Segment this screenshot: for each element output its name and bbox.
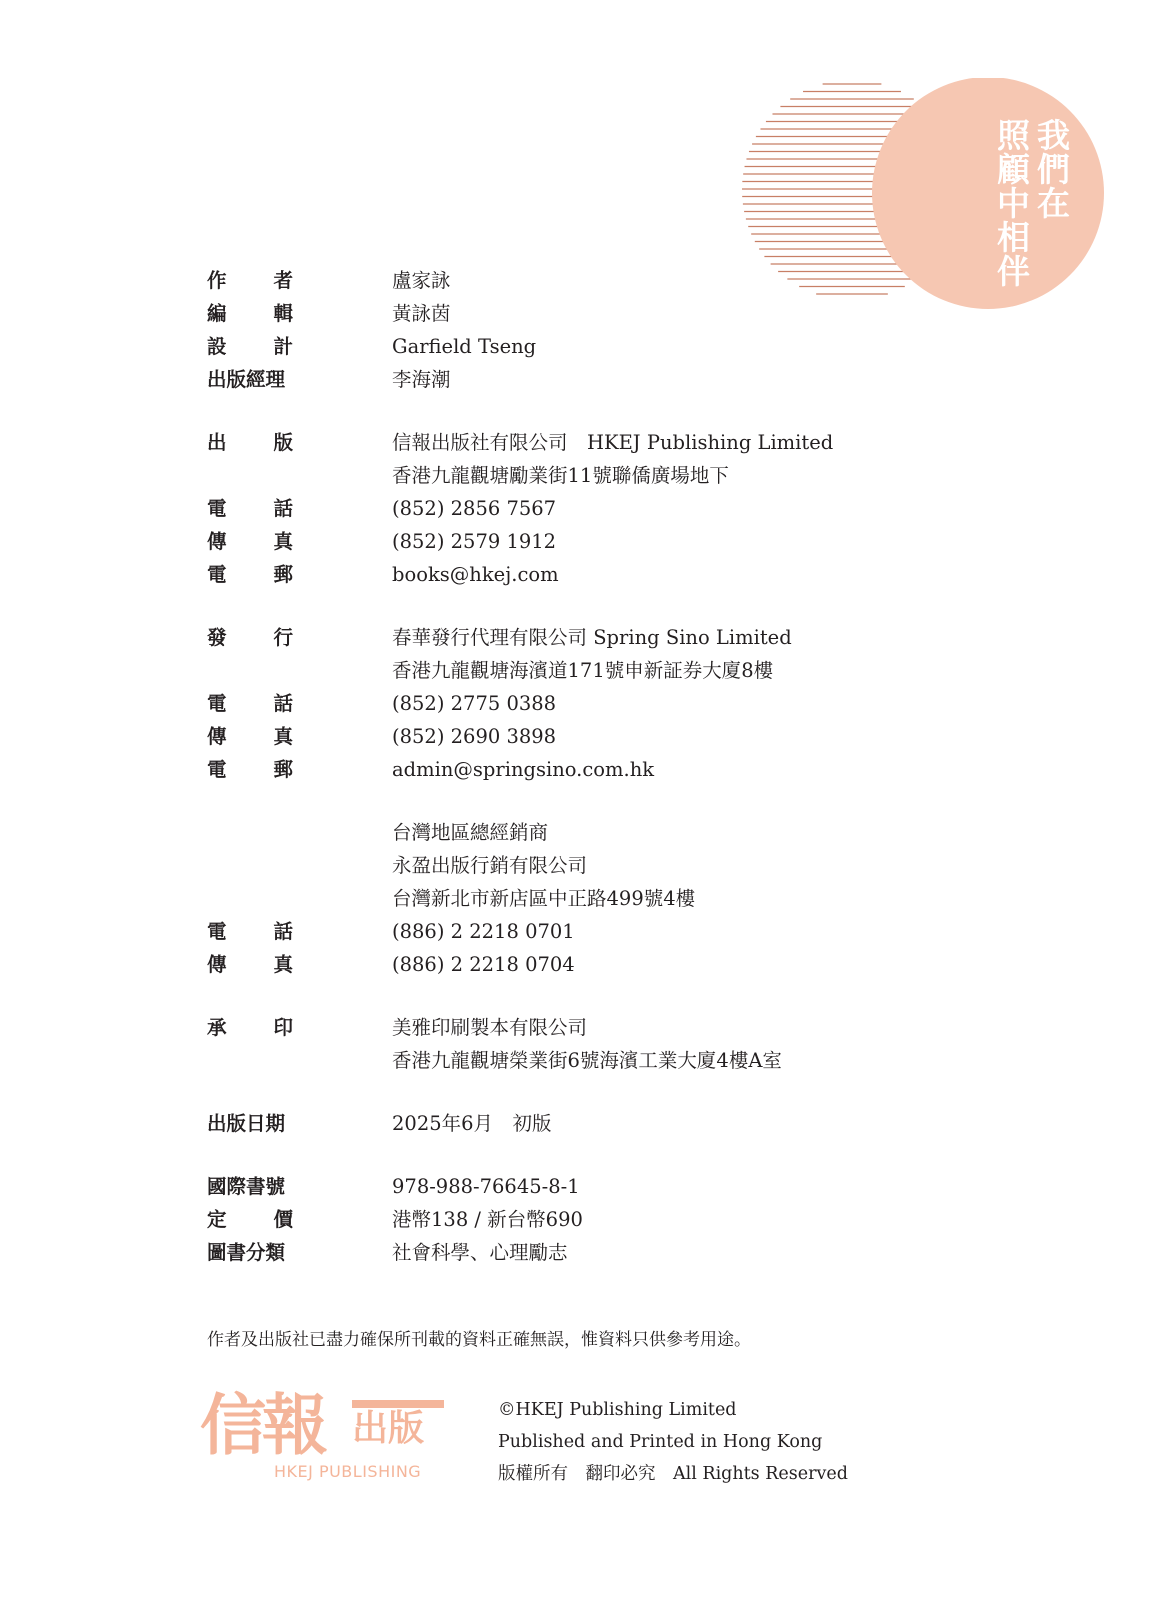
taiwan-row [207,816,967,915]
printed-line: Published and Printed in Hong Kong [498,1432,823,1452]
taiwan-fax-label: 傳 真 [207,953,293,976]
taiwan-distributor-name: 永盈出版行銷有限公司 [392,854,588,877]
taiwan-distributor-title: 台灣地區總經銷商 [392,821,549,844]
taiwan-distributor-address: 台灣新北市新店區中正路499號4樓 [392,887,696,910]
date-row [207,1107,967,1140]
author-label: 作 者 [207,269,293,292]
copyright-line: ©HKEJ Publishing Limited [498,1400,737,1420]
printer-label: 承 印 [207,1016,293,1039]
design-value: Garfield Tseng [392,335,537,358]
logo-bar [352,1400,444,1408]
date-value: 2025年6月 初版 [392,1112,552,1135]
price-label: 定 價 [207,1208,293,1231]
date-label: 出版日期 [207,1112,286,1135]
distributor-email-row [207,753,967,786]
design-row [207,330,967,363]
taiwan-tel-row [207,915,967,948]
manager-value: 李海潮 [392,368,451,391]
manager-row [207,363,967,396]
publisher-email-row [207,558,967,591]
publisher-tel: (852) 2856 7567 [392,497,557,520]
publisher-email-label: 電 郵 [207,563,293,586]
taiwan-fax-row [207,948,967,981]
isbn-row [207,1170,967,1203]
editor-value: 黃詠茵 [392,302,451,325]
publisher-tel-label: 電 話 [207,497,293,520]
title-column-2: 照顧中相伴 [992,118,1031,288]
editor-row [207,297,967,330]
rights-line: 版權所有 翻印必究 All Rights Reserved [498,1464,848,1484]
distributor-tel-label: 電 話 [207,692,293,715]
classification-row [207,1236,967,1269]
manager-label: 出版經理 [207,368,286,391]
taiwan-tel: (886) 2 2218 0701 [392,920,575,943]
taiwan-fax: (886) 2 2218 0704 [392,953,575,976]
printer-address: 香港九龍觀塘榮業街6號海濱工業大廈4樓A室 [392,1049,782,1072]
disclaimer: 作者及出版社已盡力確保所刊載的資料正確無誤，惟資料只供參考用途。 [207,1330,751,1350]
publisher-fax-row [207,525,967,558]
isbn-label: 國際書號 [207,1175,286,1198]
copyright-block [498,1394,848,1490]
classification-value: 社會科學、心理勵志 [392,1241,568,1264]
distributor-tel: (852) 2775 0388 [392,692,557,715]
distributor-row [207,621,967,687]
distributor-email-label: 電 郵 [207,758,293,781]
classification-label: 圖書分類 [207,1241,286,1264]
author-value: 盧家詠 [392,269,451,292]
distributor-label: 發 行 [207,626,293,649]
distributor-name: 春華發行代理有限公司 Spring Sino Limited [392,626,792,649]
publisher-email[interactable]: books@hkej.com [392,563,559,586]
publisher-label: 出 版 [207,431,293,454]
logo-subtitle: 出版 [352,1408,425,1449]
publisher-address: 香港九龍觀塘勵業街11號聯僑廣場地下 [392,464,729,487]
printer-name: 美雅印刷製本有限公司 [392,1016,588,1039]
publisher-fax-label: 傳 真 [207,530,293,553]
colophon [207,264,967,1269]
publisher-fax: (852) 2579 1912 [392,530,557,553]
publisher-logo [200,1386,450,1490]
logo-english: HKEJ PUBLISHING [274,1462,422,1481]
publisher-name: 信報出版社有限公司 HKEJ Publishing Limited [392,431,834,454]
publisher-tel-row [207,492,967,525]
design-label: 設 計 [207,335,293,358]
price-row [207,1203,967,1236]
distributor-email[interactable]: admin@springsino.com.hk [392,758,655,781]
taiwan-tel-label: 電 話 [207,920,293,943]
isbn-value: 978-988-76645-8-1 [392,1175,580,1198]
author-row [207,264,967,297]
distributor-fax-label: 傳 真 [207,725,293,748]
editor-label: 編 輯 [207,302,293,325]
title-column-1: 我們在 [1032,118,1071,220]
distributor-address: 香港九龍觀塘海濱道171號申新証券大廈8樓 [392,659,774,682]
distributor-fax: (852) 2690 3898 [392,725,557,748]
distributor-tel-row [207,687,967,720]
printer-row [207,1011,967,1077]
price-value: 港幣138 / 新台幣690 [392,1208,583,1231]
publisher-row [207,426,967,492]
logo-wordmark: 信報 [200,1386,324,1464]
distributor-fax-row [207,720,967,753]
